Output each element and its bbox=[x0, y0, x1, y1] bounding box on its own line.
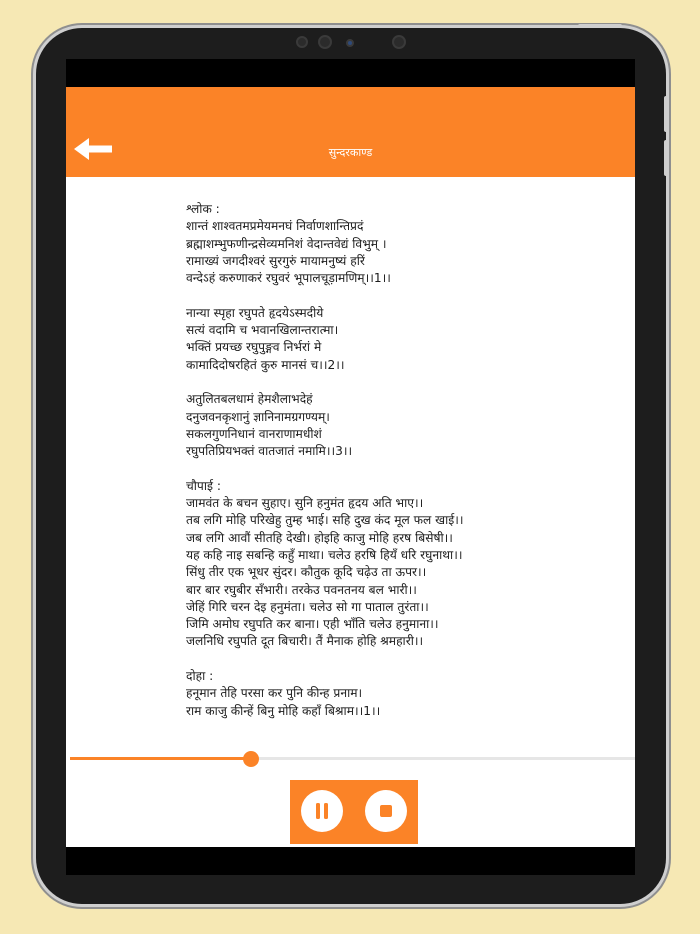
content-area bbox=[66, 177, 635, 847]
stanza bbox=[186, 668, 626, 720]
app-bar bbox=[66, 87, 635, 177]
seek-bar-thumb[interactable] bbox=[243, 751, 259, 767]
verse-line: कामादिदोषरहितं कुरु मानसं च।।2।। bbox=[186, 357, 345, 372]
verse-line: सिंधु तीर एक भूधर सुंदर। कौतुक कूदि चढ़ेउ ता ऊपर।। bbox=[186, 565, 427, 580]
verse-line: भक्तिं प्रयच्छ रघुपुङ्गव निर्भरां मे bbox=[186, 340, 322, 355]
volume-button-top bbox=[664, 96, 668, 132]
camera-dot-right bbox=[392, 35, 406, 49]
verse-line: वन्देऽहं करुणाकरं रघुवरं भूपालचूड़ामणिम्।।1।। bbox=[186, 271, 391, 286]
verse-line: रामाख्यं जगदीश्वरं सुरगुरुं मायामनुष्यं हरिं bbox=[186, 253, 365, 268]
screen bbox=[66, 59, 635, 875]
stanza bbox=[186, 391, 626, 460]
stanza bbox=[186, 201, 626, 287]
verse-line: सत्यं वदामि च भवानखिलान्तरात्मा। bbox=[186, 323, 339, 338]
camera-sensor bbox=[346, 39, 354, 47]
pause-button[interactable] bbox=[301, 790, 343, 832]
page-title: सुन्दरकाण्ड bbox=[328, 146, 373, 159]
verse-line: नान्या स्पृहा रघुपते हृदयेऽस्मदीये bbox=[186, 305, 324, 320]
verse-line: जामवंत के बचन सुहाए। सुनि हनुमंत हृदय अति भाए।। bbox=[186, 496, 424, 511]
verse-line: शान्तं शाश्वतमप्रमेयमनघं निर्वाणशान्तिप्रदं bbox=[186, 219, 364, 234]
verse-line: जलनिधि रघुपति दूत बिचारी। तैं मैनाक होहि श्रमहारी।। bbox=[186, 634, 424, 649]
verse-line: जेहिं गिरि चरन देइ हनुमंता। चलेउ सो गा पाताल तुरंता।। bbox=[186, 599, 429, 614]
verse-line: रघुपतिप्रियभक्तं वातजातं नमामि।।3।। bbox=[186, 444, 353, 459]
verse-line: ब्रह्माशम्भुफणीन्द्रसेव्यमनिशं वेदान्तवेद्यं विभुम् । bbox=[186, 236, 387, 251]
stop-button[interactable] bbox=[365, 790, 407, 832]
player-controls bbox=[290, 780, 418, 844]
stanza-heading: चौपाई : bbox=[186, 478, 221, 493]
verse-line: बार बार रघुबीर सँभारी। तरकेउ पवनतनय बल भारी।। bbox=[186, 582, 417, 597]
pause-icon bbox=[301, 790, 343, 832]
stanza bbox=[186, 478, 626, 651]
power-button bbox=[578, 24, 622, 28]
verse-line: तब लगि मोहि परिखेहु तुम्ह भाई। सहि दुख कंद मूल फल खाई।। bbox=[186, 513, 464, 528]
verse-line: जिमि अमोघ रघुपति कर बाना। एही भाँति चलेउ हनुमाना।। bbox=[186, 617, 439, 632]
seek-bar[interactable] bbox=[70, 757, 635, 760]
volume-button-bottom bbox=[664, 140, 668, 176]
stanza bbox=[186, 305, 626, 374]
verse-line: राम काजु कीन्हें बिनु मोहि कहाँ बिश्राम।।1।। bbox=[186, 703, 381, 718]
camera-lens bbox=[318, 35, 332, 49]
verse-line: जब लगि आवौं सीतहि देखी। होइहि काजु मोहि हरष बिसेषी।। bbox=[186, 530, 453, 545]
stanza-heading: दोहा : bbox=[186, 669, 214, 684]
verse-line: सकलगुणनिधानं वानराणामधीशं bbox=[186, 426, 322, 441]
verse-line: दनुजवनकृशानुं ज्ञानिनामग्रगण्यम्। bbox=[186, 409, 330, 424]
verse-line: हनूमान तेहि परसा कर पुनि कीन्ह प्रनाम। bbox=[186, 686, 363, 701]
lyrics-text bbox=[186, 201, 626, 737]
camera-dot bbox=[296, 36, 308, 48]
stanza-heading: श्लोक : bbox=[186, 202, 220, 216]
verse-line: यह कहि नाइ सबन्हि कहुँ माथा। चलेउ हरषि हियँ धरि रघुनाथा।। bbox=[186, 547, 463, 562]
verse-line: अतुलितबलधामं हेमशैलाभदेहं bbox=[186, 392, 313, 407]
seek-bar-progress bbox=[70, 757, 251, 760]
stop-icon bbox=[365, 790, 407, 832]
